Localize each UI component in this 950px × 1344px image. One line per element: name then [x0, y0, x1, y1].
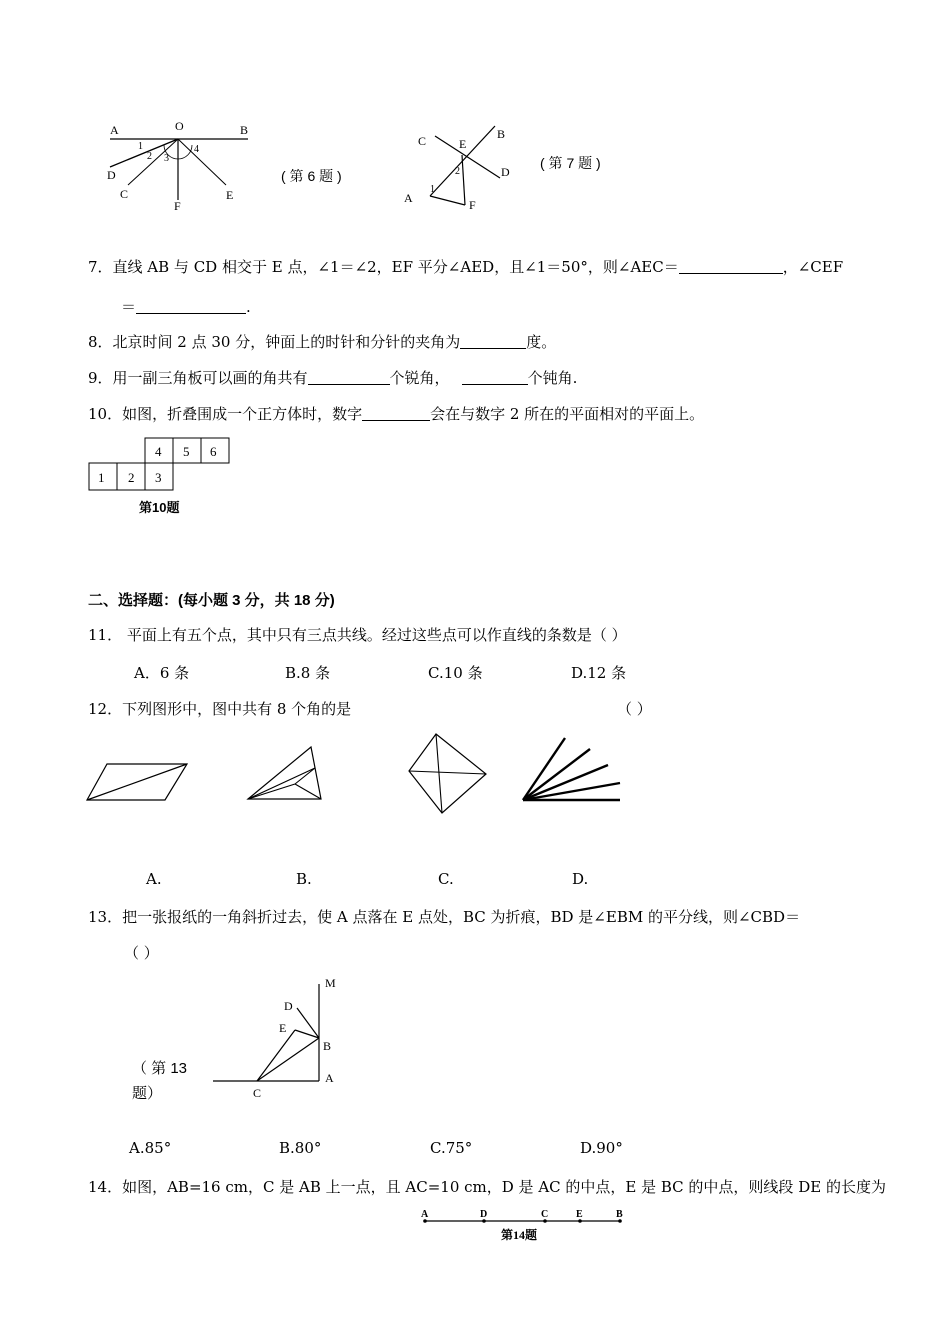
q10-text-2: 会在与数字 2 所在的平面相对的平面上。: [430, 405, 705, 423]
fig13-caption-2: 题）: [132, 1085, 163, 1102]
q10-blank[interactable]: [362, 406, 430, 421]
question-14: 14．如图，AB=16 cm，C 是 AB 上一点，且 AC=10 cm，D 是 AC 的中点，E 是 BC 的中点，则线段 DE 的长度为: [88, 1178, 886, 1196]
fig6-label-2: 2: [147, 151, 152, 162]
q10-text: 10．如图，折叠围成一个正方体时，数字: [88, 405, 363, 423]
q9-text-3: 个钝角.: [527, 369, 578, 387]
fig7-label-B: B: [497, 127, 506, 141]
fig14-caption: 第14题: [501, 1228, 538, 1242]
q11-option-c[interactable]: C.10 条: [428, 664, 483, 682]
fig6-caption: ( 第 6 题 ): [281, 168, 342, 184]
question-12: 12．下列图形中，图中共有 8 个角的是: [88, 700, 352, 718]
fig6-label-3: 3: [164, 153, 169, 164]
q7-text-2: ，∠CEF: [782, 258, 844, 276]
fig13-label-B: B: [323, 1039, 332, 1053]
figure-7: [400, 118, 530, 213]
q12-figure-a: [85, 760, 190, 805]
net-cell-5: 5: [183, 444, 190, 459]
q7-eq: ＝: [121, 298, 137, 316]
q7-text: 7．直线 AB 与 CD 相交于 E 点，∠1＝∠2，EF 平分∠AED，且∠1＝50°，则∠AEC＝: [88, 258, 679, 276]
question-13: 13．把一张报纸的一角斜折过去，使 A 点落在 E 点处，BC 为折痕，BD 是∠EBM 的平分线，则∠CBD＝: [88, 908, 801, 926]
q12-option-a[interactable]: A.: [146, 870, 162, 888]
q12-option-d[interactable]: D.: [572, 870, 589, 888]
q8-text: 8．北京时间 2 点 30 分，钟面上的时针和分针的夹角为: [88, 333, 461, 351]
fig14-point-B: B: [616, 1209, 623, 1220]
q13-option-a[interactable]: A.85°: [129, 1139, 172, 1157]
q13-option-b[interactable]: B.80°: [279, 1139, 322, 1157]
fig14-point-A: A: [421, 1209, 429, 1220]
figure-6: [100, 112, 270, 212]
q9-text-2: 个锐角，: [389, 369, 450, 387]
q9-blank-2[interactable]: [462, 370, 528, 385]
fig6-label-B: B: [240, 123, 249, 137]
net-cell-1: 1: [98, 470, 105, 485]
q11-option-a[interactable]: A．6 条: [134, 664, 190, 682]
net-cell-3: 3: [155, 470, 162, 485]
section-2-title: 二、选择题：(每小题 3 分，共 18 分): [88, 592, 335, 609]
net-cell-6: 6: [210, 444, 217, 459]
fig6-label-1: 1: [138, 141, 143, 152]
fig13-label-D: D: [284, 999, 293, 1013]
q13-option-d[interactable]: D.90°: [580, 1139, 623, 1157]
fig6-label-O: O: [175, 119, 184, 133]
fig13-label-M: M: [325, 976, 336, 990]
q12-figure-b: [245, 744, 325, 804]
fig13-caption-1: （ 第 13: [132, 1060, 188, 1077]
net-cell-4: 4: [155, 444, 162, 459]
fig6-label-D: D: [107, 168, 116, 182]
question-9: [88, 367, 577, 388]
fig14-point-D: D: [480, 1209, 488, 1220]
fig13-label-A: A: [325, 1071, 334, 1085]
fig7-caption: ( 第 7 题 ): [540, 155, 601, 171]
q11-option-d[interactable]: D.12 条: [571, 664, 627, 682]
fig7-label-A: A: [404, 191, 413, 205]
q7-blank-2[interactable]: [136, 299, 246, 314]
fig13-label-E: E: [279, 1021, 287, 1035]
q8-unit: 度。: [526, 333, 557, 351]
question-7-cont: [121, 296, 251, 317]
fig7-label-2: 2: [455, 166, 460, 177]
fig14-point-E: E: [576, 1209, 583, 1220]
fig6-label-C: C: [120, 187, 129, 201]
net-cell-2: 2: [128, 470, 135, 485]
fig7-label-E: E: [459, 137, 467, 151]
fig7-label-F: F: [469, 198, 476, 212]
q7-blank-1[interactable]: [679, 259, 783, 274]
question-11: 11． 平面上有五个点，其中只有三点共线。经过这些点可以作直线的条数是（ ）: [88, 626, 627, 644]
question-8: [88, 331, 556, 352]
figure-10-net: [88, 437, 233, 495]
q13-answer-paren[interactable]: （ ）: [124, 944, 159, 962]
fig6-label-4: 4: [194, 144, 199, 155]
figure-14: [415, 1206, 630, 1246]
fig13-label-C: C: [253, 1086, 262, 1100]
q13-option-c[interactable]: C.75°: [430, 1139, 473, 1157]
fig7-label-C: C: [418, 134, 427, 148]
q9-blank-1[interactable]: [308, 370, 390, 385]
q8-blank[interactable]: [460, 334, 526, 349]
fig6-label-A: A: [110, 123, 119, 137]
q12-option-b[interactable]: B.: [296, 870, 312, 888]
fig10-caption: 第10题: [139, 500, 180, 515]
q11-option-b[interactable]: B.8 条: [285, 664, 331, 682]
q12-answer-paren[interactable]: （ ）: [617, 700, 652, 718]
fig14-point-C: C: [541, 1209, 549, 1220]
question-10: [88, 403, 704, 424]
fig6-label-E: E: [226, 188, 234, 202]
q9-text: 9．用一副三角板可以画的角共有: [88, 369, 308, 387]
q12-figure-d: [520, 735, 625, 805]
q7-period: .: [246, 298, 251, 316]
fig6-label-F: F: [174, 199, 181, 212]
question-7: [88, 256, 843, 277]
q12-option-c[interactable]: C.: [438, 870, 454, 888]
fig7-label-1: 1: [430, 184, 435, 195]
q12-figure-c: [405, 731, 490, 816]
fig7-label-D: D: [501, 165, 510, 179]
figure-13: [205, 972, 355, 1102]
